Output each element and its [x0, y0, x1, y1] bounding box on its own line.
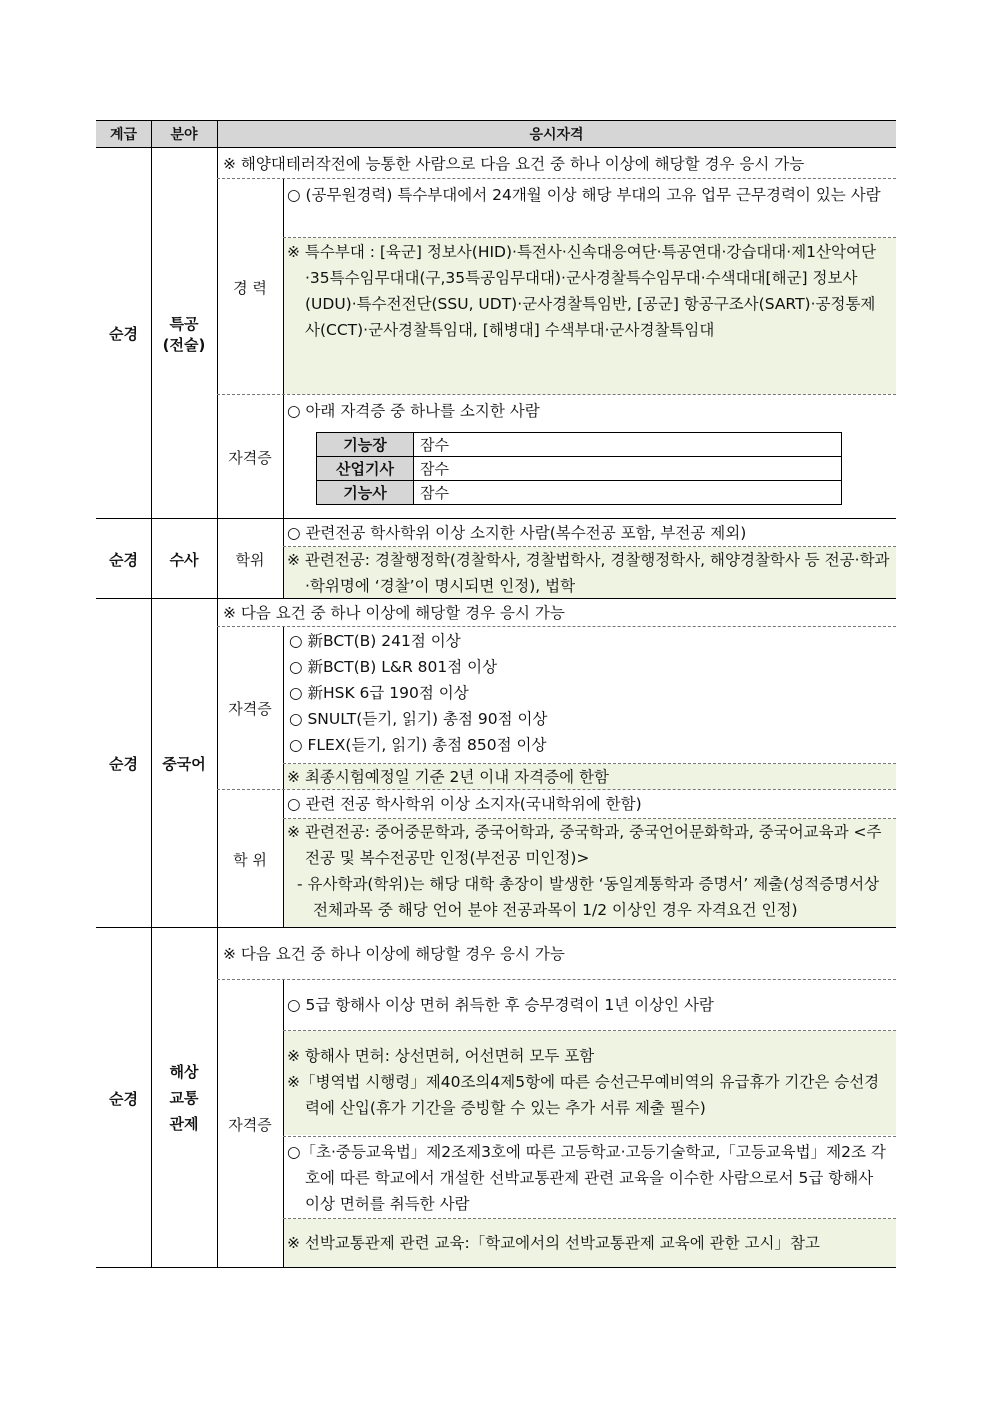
row4-field-line1: 해상	[169, 1063, 199, 1081]
header-grade: 계급	[96, 120, 151, 147]
dash-r4-intro	[217, 979, 896, 980]
dash-r4-b	[283, 1136, 896, 1137]
cert-value: 잠수	[414, 433, 842, 457]
row2-field: 수사	[169, 550, 199, 569]
rule-row2	[96, 598, 896, 599]
row1-field-line1: 특공	[169, 314, 199, 333]
dash-r3-c	[283, 818, 896, 819]
row1-intro: ※ 해양대테러작전에 능통한 사람으로 다음 요건 중 하나 이상에 해당할 경우 응시 가능	[223, 155, 805, 173]
dash-r3-intro	[217, 626, 896, 627]
row1-career-label: 경 력	[233, 278, 267, 297]
dash-r3-b	[217, 789, 896, 790]
row3-cert-label: 자격증	[228, 700, 272, 718]
row4-note1a: ※ 항해사 면허: 상선면허, 어선면허 모두 포함	[287, 1047, 595, 1065]
cert-value: 잠수	[414, 481, 842, 505]
row1-field	[151, 148, 217, 519]
row4-note2: ※ 선박교통관제 관련 교육:「학교에서의 선박교통관제 교육에 관한 고시」참고	[283, 1219, 896, 1268]
row4-cert-label: 자격증	[228, 1115, 272, 1134]
row1-field-line2: (전술)	[162, 335, 206, 354]
row4-intro: ※ 다음 요건 중 하나 이상에 해당할 경우 응시 가능	[223, 945, 565, 963]
row3-cert-list	[283, 628, 896, 758]
cert-type: 기능사	[317, 481, 414, 505]
row1-cert-req: ○ 아래 자격증 중 하나를 소지한 사람	[287, 402, 540, 420]
row3-cert-note: ※ 최종시험예정일 기준 2년 이내 자격증에 한함	[283, 764, 896, 789]
table-row	[317, 481, 842, 505]
vrule-sub3	[283, 627, 284, 928]
vrule-grade	[151, 120, 152, 1268]
vrule-sub1	[283, 179, 284, 519]
row3-degree-note-box	[283, 819, 896, 928]
rule-top	[96, 120, 896, 121]
row2-degree-note: ※ 관련전공: 경찰행정학(경찰학사, 경찰법학사, 경찰행정학사, 해양경찰학사 등 전공·학과·학위명에 ‘경찰’이 명시되면 인정), 법학	[283, 547, 896, 599]
list-item: ○ 新BCT(B) L&R 801점 이상	[289, 658, 498, 676]
row1-cert-label: 자격증	[228, 448, 272, 467]
rule-bottom	[96, 1267, 896, 1268]
row1-career-req: ○ (공무원경력) 특수부대에서 24개월 이상 해당 부대의 고유 업무 근무경력이 있는 사람	[287, 186, 881, 204]
dash-r1-a	[283, 237, 896, 238]
row2-grade: 순경	[109, 550, 138, 569]
table-row	[317, 433, 842, 457]
row3-degree-req: ○ 관련 전공 학사학위 이상 소지자(국내학위에 한함)	[287, 795, 642, 813]
row3-grade: 순경	[109, 755, 138, 773]
row3-degree-label: 학 위	[233, 850, 267, 869]
header-qualification: 응시자격	[217, 120, 896, 147]
row3-degree-note2: - 유사학과(학위)는 해당 대학 총장이 발생한 ‘동일계통학과 증명서’ 제출(성적증명서상 전체과목 중 해당 언어 분야 전공과목이 1/2 이상인 경우 자격요건 인정)	[297, 875, 880, 919]
cert-value: 잠수	[414, 457, 842, 481]
rule-row3	[96, 927, 896, 928]
row4-grade: 순경	[109, 1089, 138, 1108]
row4-req1: ○ 5급 항해사 이상 면허 취득한 후 승무경력이 1년 이상인 사람	[287, 996, 714, 1014]
vrule-sub2	[283, 519, 284, 599]
list-item: ○ 新BCT(B) 241점 이상	[289, 632, 461, 650]
row3-degree-note: ※ 관련전공: 중어중문학과, 중국어학과, 중국학과, 중국언어문화학과, 중국어교육과 <주전공 및 복수전공만 인정(부전공 미인정)>	[287, 823, 882, 867]
dash-r3-a	[283, 763, 896, 764]
row1-cert-table	[316, 432, 842, 505]
dash-r2-a	[283, 546, 896, 547]
row4-note1-box	[283, 1031, 896, 1135]
header-field: 분야	[151, 120, 217, 147]
row4-req2: ○「초·중등교육법」제2조제3호에 따른 고등학교·고등기술학교,「고등교육법」제2조 각 호에 따른 학교에서 개설한 선박교통관제 관련 교육을 이수한 사람으로서 5급 항해사 이상 면허를 취득한 사람	[287, 1143, 886, 1213]
cert-type: 기능장	[317, 433, 414, 457]
rule-header	[96, 147, 896, 148]
dash-r1-intro	[217, 178, 896, 179]
row2-degree-label: 학위	[235, 550, 265, 569]
row1-grade: 순경	[109, 325, 138, 343]
row4-field-line3: 관제	[169, 1115, 199, 1133]
row2-degree-req: ○ 관련전공 학사학위 이상 소지한 사람(복수전공 포함, 부전공 제외)	[287, 524, 747, 542]
vrule-sub4	[283, 980, 284, 1268]
cert-type: 산업기사	[317, 457, 414, 481]
rule-row1	[96, 518, 896, 519]
vrule-field	[217, 120, 218, 1268]
row3-field: 중국어	[162, 755, 206, 773]
list-item: ○ FLEX(듣기, 읽기) 총점 850점 이상	[289, 736, 547, 754]
dash-r1-b	[217, 394, 896, 395]
row4-field	[151, 928, 217, 1268]
list-item: ○ 新HSK 6급 190점 이상	[289, 684, 469, 702]
list-item: ○ SNULT(듣기, 읽기) 총점 90점 이상	[289, 710, 548, 728]
table-row	[317, 457, 842, 481]
dash-r4-c	[283, 1218, 896, 1219]
row4-note1b: ※「병역법 시행령」제40조의4제5항에 따른 승선근무예비역의 유급휴가 기간은 승선경력에 산입(휴가 기간을 증빙할 수 있는 추가 서류 제출 필수)	[287, 1073, 880, 1117]
row1-career-note: ※ 특수부대 : [육군] 정보사(HID)·특전사·신속대응여단·특공연대·강습대대·제1산악여단·35특수임무대대(구,35특공임무대대)·군사경찰특수임무대·수색대대[해군] 정보사(UDU)·특수전전단(SSU, UDT)·군사경찰특임반, [공군] 항공구조사(SART)·공정통제사(CCT)·군사경찰특임대, [해병대] 수색부대·군사경찰특임대	[283, 238, 896, 394]
row3-intro: ※ 다음 요건 중 하나 이상에 해당할 경우 응시 가능	[223, 604, 565, 622]
dash-r4-a	[283, 1030, 896, 1031]
row4-field-line2: 교통	[169, 1089, 199, 1107]
